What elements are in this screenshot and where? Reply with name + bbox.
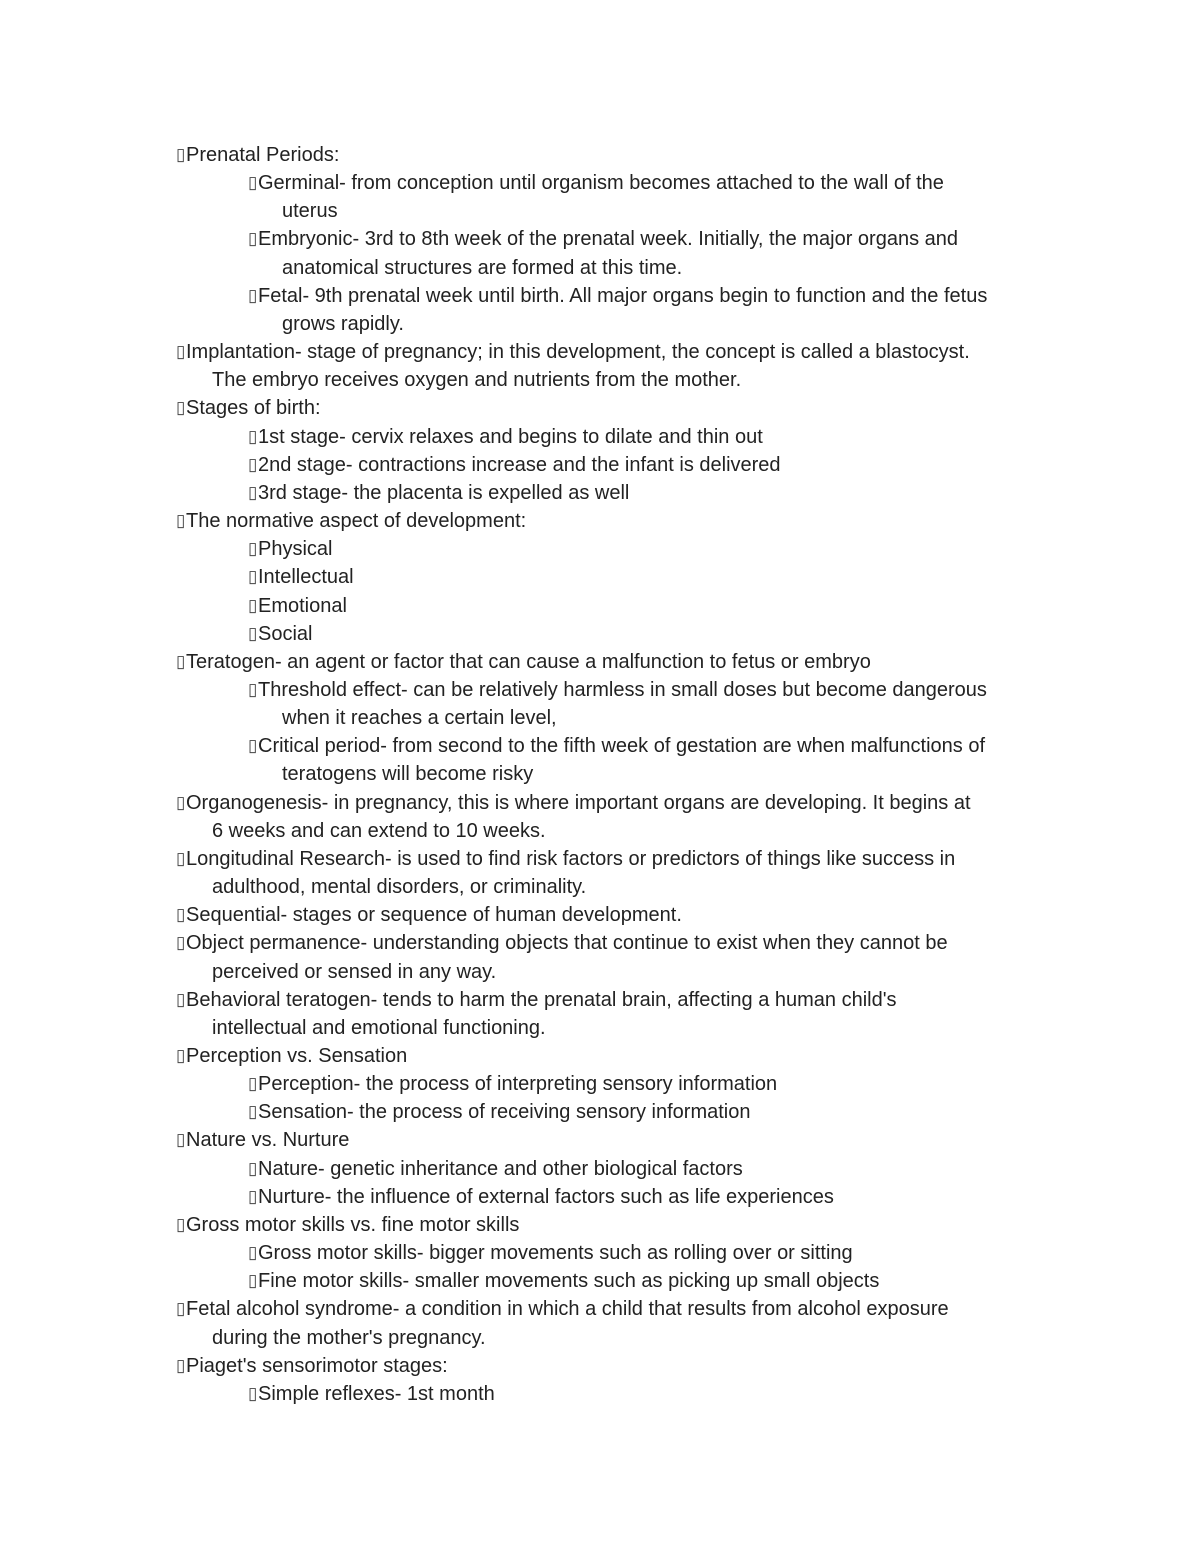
sub-list-item bbox=[176, 169, 1076, 197]
list-item-continuation bbox=[176, 254, 1076, 282]
bullet-icon: ▯ bbox=[248, 482, 258, 502]
list-item-text: Piaget's sensorimotor stages: bbox=[186, 1354, 448, 1377]
list-item-continuation bbox=[176, 704, 1076, 732]
list-item-continuation bbox=[176, 958, 1076, 986]
sub-list-item bbox=[176, 1098, 1076, 1126]
list-item-text: Organogenesis- in pregnancy, this is where important organs are developing. It begins at bbox=[186, 791, 971, 814]
sub-list-item bbox=[176, 1239, 1076, 1267]
bullet-icon: ▯ bbox=[248, 229, 258, 249]
bullet-icon: ▯ bbox=[176, 398, 186, 418]
bullet-icon: ▯ bbox=[248, 426, 258, 446]
list-item bbox=[176, 929, 1076, 957]
list-item-text: teratogens will become risky bbox=[282, 763, 534, 786]
list-item-text: Critical period- from second to the fifth week of gestation are when malfunctions of bbox=[258, 735, 986, 758]
sub-list-item bbox=[176, 535, 1076, 563]
bullet-icon: ▯ bbox=[176, 1046, 186, 1065]
bullet-icon: ▯ bbox=[248, 595, 258, 615]
list-item bbox=[176, 1352, 1076, 1380]
bullet-icon: ▯ bbox=[248, 285, 258, 305]
list-item bbox=[176, 789, 1076, 817]
list-item-text: Embryonic- 3rd to 8th week of the prenatal week. Initially, the major organs and bbox=[258, 228, 958, 251]
bullet-icon: ▯ bbox=[176, 905, 186, 925]
list-item-text: Threshold effect- can be relatively harmless in small doses but become dangerous bbox=[258, 678, 987, 701]
sub-list-item bbox=[176, 1183, 1076, 1211]
notes-outline bbox=[176, 141, 1076, 1408]
sub-list-item bbox=[176, 451, 1076, 479]
list-item-text: Fetal alcohol syndrome- a condition in which a child that results from alcohol exposure bbox=[186, 1298, 949, 1321]
bullet-icon: ▯ bbox=[176, 1130, 186, 1150]
list-item-continuation bbox=[176, 817, 1076, 845]
list-item bbox=[176, 394, 1076, 422]
bullet-icon: ▯ bbox=[248, 679, 258, 699]
list-item bbox=[176, 1211, 1076, 1239]
list-item-text: 6 weeks and can extend to 10 weeks. bbox=[212, 819, 546, 842]
list-item-continuation bbox=[176, 1014, 1076, 1042]
list-item-continuation bbox=[176, 1324, 1076, 1352]
sub-list-item bbox=[176, 479, 1076, 507]
sub-list-item bbox=[176, 732, 1076, 760]
list-item-text: The normative aspect of development: bbox=[186, 510, 527, 533]
list-item-text: Stages of birth: bbox=[186, 397, 321, 420]
bullet-icon: ▯ bbox=[248, 1074, 258, 1094]
bullet-icon: ▯ bbox=[176, 848, 186, 868]
list-item-text: Nurture- the influence of external factors such as life experiences bbox=[258, 1185, 834, 1208]
list-item-text: Sensation- the process of receiving sensory information bbox=[258, 1101, 751, 1124]
sub-list-item bbox=[176, 676, 1076, 704]
list-item-continuation bbox=[176, 873, 1076, 901]
list-item-text: Teratogen- an agent or factor that can cause a malfunction to fetus or embryo bbox=[186, 650, 871, 673]
list-item-text: Nature- genetic inheritance and other biological factors bbox=[258, 1157, 743, 1180]
list-item-continuation bbox=[176, 197, 1076, 225]
list-item bbox=[176, 338, 1076, 366]
bullet-icon: ▯ bbox=[248, 173, 258, 193]
sub-list-item bbox=[176, 563, 1076, 591]
list-item bbox=[176, 1042, 1076, 1070]
list-item-text: Social bbox=[258, 622, 313, 645]
bullet-icon: ▯ bbox=[176, 1214, 186, 1234]
bullet-icon: ▯ bbox=[248, 1186, 258, 1206]
sub-list-item bbox=[176, 282, 1076, 310]
list-item bbox=[176, 648, 1076, 676]
list-item bbox=[176, 901, 1076, 929]
list-item-text: Fetal- 9th prenatal week until birth. All major organs begin to function and the fetus bbox=[258, 284, 988, 307]
list-item-text: grows rapidly. bbox=[282, 312, 404, 335]
bullet-icon: ▯ bbox=[176, 989, 186, 1009]
list-item-continuation bbox=[176, 760, 1076, 788]
sub-list-item bbox=[176, 225, 1076, 253]
list-item-text: Sequential- stages or sequence of human development. bbox=[186, 904, 682, 927]
list-item-text: anatomical structures are formed at this time. bbox=[282, 256, 683, 279]
list-item-text: 3rd stage- the placenta is expelled as well bbox=[258, 481, 630, 504]
list-item bbox=[176, 1295, 1076, 1323]
bullet-icon: ▯ bbox=[248, 1102, 258, 1122]
list-item-text: Behavioral teratogen- tends to harm the prenatal brain, affecting a human child's bbox=[186, 988, 897, 1011]
list-item-text: 2nd stage- contractions increase and the infant is delivered bbox=[258, 453, 781, 476]
list-item bbox=[176, 845, 1076, 873]
bullet-icon: ▯ bbox=[248, 736, 258, 756]
sub-list-item bbox=[176, 620, 1076, 648]
list-item-text: Implantation- stage of pregnancy; in this development, the concept is called a blastocyst. bbox=[186, 341, 970, 364]
sub-list-item bbox=[176, 1267, 1076, 1295]
bullet-icon: ▯ bbox=[176, 1355, 186, 1375]
sub-list-item bbox=[176, 423, 1076, 451]
list-item-text: Simple reflexes- 1st month bbox=[258, 1382, 495, 1405]
sub-list-item bbox=[176, 1070, 1076, 1098]
list-item-text: Emotional bbox=[258, 594, 347, 617]
list-item-text: Physical bbox=[258, 538, 333, 561]
bullet-icon: ▯ bbox=[248, 1243, 258, 1263]
bullet-icon: ▯ bbox=[248, 1158, 258, 1178]
list-item-text: when it reaches a certain level, bbox=[282, 707, 557, 730]
bullet-icon: ▯ bbox=[176, 342, 186, 362]
list-item-text: Nature vs. Nurture bbox=[186, 1129, 350, 1152]
list-item-text: 1st stage- cervix relaxes and begins to dilate and thin out bbox=[258, 425, 763, 448]
list-item-text: perceived or sensed in any way. bbox=[212, 960, 497, 983]
sub-list-item bbox=[176, 1380, 1076, 1408]
list-item-text: Perception- the process of interpreting sensory information bbox=[258, 1073, 778, 1096]
bullet-icon: ▯ bbox=[248, 539, 258, 559]
bullet-icon: ▯ bbox=[176, 1299, 186, 1319]
bullet-icon: ▯ bbox=[176, 511, 186, 531]
list-item-text: Gross motor skills- bigger movements such as rolling over or sitting bbox=[258, 1242, 853, 1265]
bullet-icon: ▯ bbox=[176, 145, 186, 164]
list-item-text: Prenatal Periods: bbox=[186, 144, 340, 166]
bullet-icon: ▯ bbox=[248, 623, 258, 643]
bullet-icon: ▯ bbox=[248, 454, 258, 474]
sub-list-item bbox=[176, 592, 1076, 620]
list-item-text: during the mother's pregnancy. bbox=[212, 1326, 486, 1349]
list-item-text: intellectual and emotional functioning. bbox=[212, 1016, 546, 1039]
list-item-text: Gross motor skills vs. fine motor skills bbox=[186, 1213, 520, 1236]
bullet-icon: ▯ bbox=[248, 1271, 258, 1291]
list-item bbox=[176, 141, 1076, 169]
list-item-text: Germinal- from conception until organism becomes attached to the wall of the bbox=[258, 172, 944, 195]
list-item-text: Intellectual bbox=[258, 566, 354, 589]
list-item-text: The embryo receives oxygen and nutrients from the mother. bbox=[212, 369, 742, 392]
list-item-continuation bbox=[176, 366, 1076, 394]
list-item-text: adulthood, mental disorders, or criminality. bbox=[212, 876, 587, 899]
bullet-icon: ▯ bbox=[176, 792, 186, 812]
list-item-text: Perception vs. Sensation bbox=[186, 1045, 408, 1067]
bullet-icon: ▯ bbox=[176, 651, 186, 671]
list-item-text: Fine motor skills- smaller movements such as picking up small objects bbox=[258, 1270, 880, 1293]
list-item-continuation bbox=[176, 310, 1076, 338]
list-item bbox=[176, 1126, 1076, 1154]
list-item bbox=[176, 507, 1076, 535]
list-item bbox=[176, 986, 1076, 1014]
bullet-icon: ▯ bbox=[248, 1383, 258, 1403]
bullet-icon: ▯ bbox=[248, 567, 258, 587]
sub-list-item bbox=[176, 1155, 1076, 1183]
list-item-text: uterus bbox=[282, 200, 338, 223]
list-item-text: Object permanence- understanding objects that continue to exist when they cannot be bbox=[186, 932, 948, 955]
bullet-icon: ▯ bbox=[176, 933, 186, 953]
list-item-text: Longitudinal Research- is used to find risk factors or predictors of things like success in bbox=[186, 847, 956, 870]
